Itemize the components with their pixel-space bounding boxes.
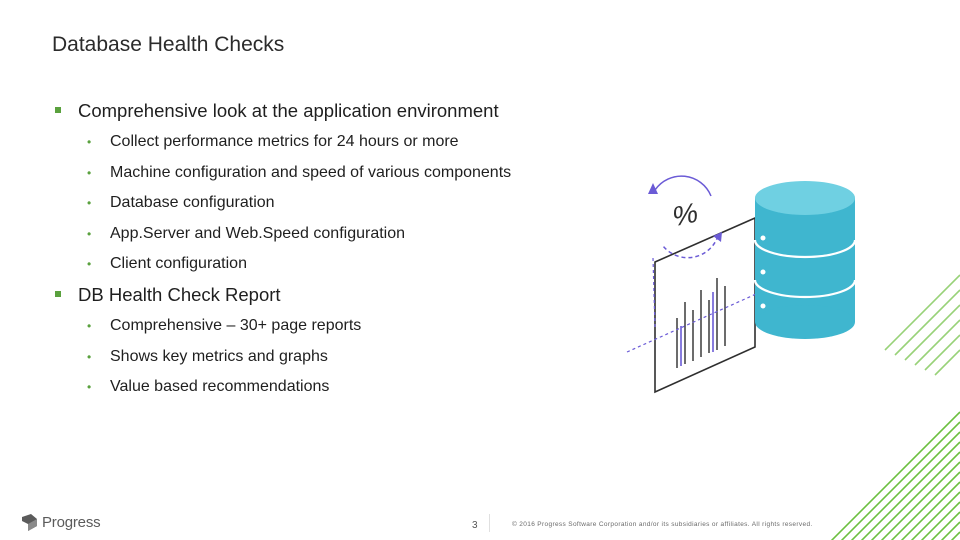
section-label: Comprehensive look at the application environment [78, 100, 499, 121]
page-number: 3 [472, 520, 478, 531]
sub-bullet [54, 129, 654, 160]
footer-divider [489, 514, 490, 532]
sub-bullet-text: Value based recommendations [110, 378, 330, 396]
progress-logo-icon [22, 514, 37, 531]
dot-bullet-icon: • [87, 318, 92, 333]
dot-bullet-icon: • [87, 349, 92, 364]
dot-bullet-icon: • [87, 226, 92, 241]
sub-bullet [54, 221, 654, 252]
sub-bullet-text: App.Server and Web.Speed configuration [110, 224, 406, 242]
sub-bullet-text: Database configuration [110, 194, 275, 212]
sub-bullet [54, 313, 654, 344]
dot-bullet-icon: • [87, 196, 92, 211]
progress-logo [22, 511, 100, 533]
sub-bullet [54, 251, 654, 282]
percent-symbol: % [673, 195, 698, 233]
sub-bullet-text: Client configuration [110, 255, 247, 273]
sub-bullet [54, 190, 654, 221]
sub-bullet [54, 160, 654, 191]
square-bullet-icon [55, 291, 61, 297]
database-icon [755, 181, 855, 339]
sub-bullet-text: Collect performance metrics for 24 hours or more [110, 133, 459, 150]
dot-bullet-icon: • [87, 165, 92, 180]
progress-logo-text: Progress [42, 513, 101, 531]
chart-panel-icon [627, 218, 765, 392]
square-bullet-icon [55, 107, 61, 113]
sub-bullet-text: Shows key metrics and graphs [110, 347, 328, 365]
sub-bullet-text: Comprehensive – 30+ page reports [110, 316, 362, 334]
section-bullet [54, 282, 654, 313]
sub-bullet [54, 344, 654, 375]
section-bullet [54, 98, 654, 129]
sub-bullet-text: Machine configuration and speed of various components [110, 163, 512, 181]
dot-bullet-icon: • [87, 135, 92, 149]
database-illustration [615, 150, 960, 540]
dot-bullet-icon: • [87, 257, 92, 272]
section-label: DB Health Check Report [78, 283, 281, 305]
dot-bullet-icon: • [87, 380, 92, 395]
slide-title: Database Health Checks [52, 33, 285, 56]
sub-bullet [54, 374, 654, 405]
copyright-text: © 2016 Progress Software Corporation and/or its subsidiaries or affiliates. All rights reserved. [512, 521, 813, 528]
bullet-content [54, 98, 654, 405]
